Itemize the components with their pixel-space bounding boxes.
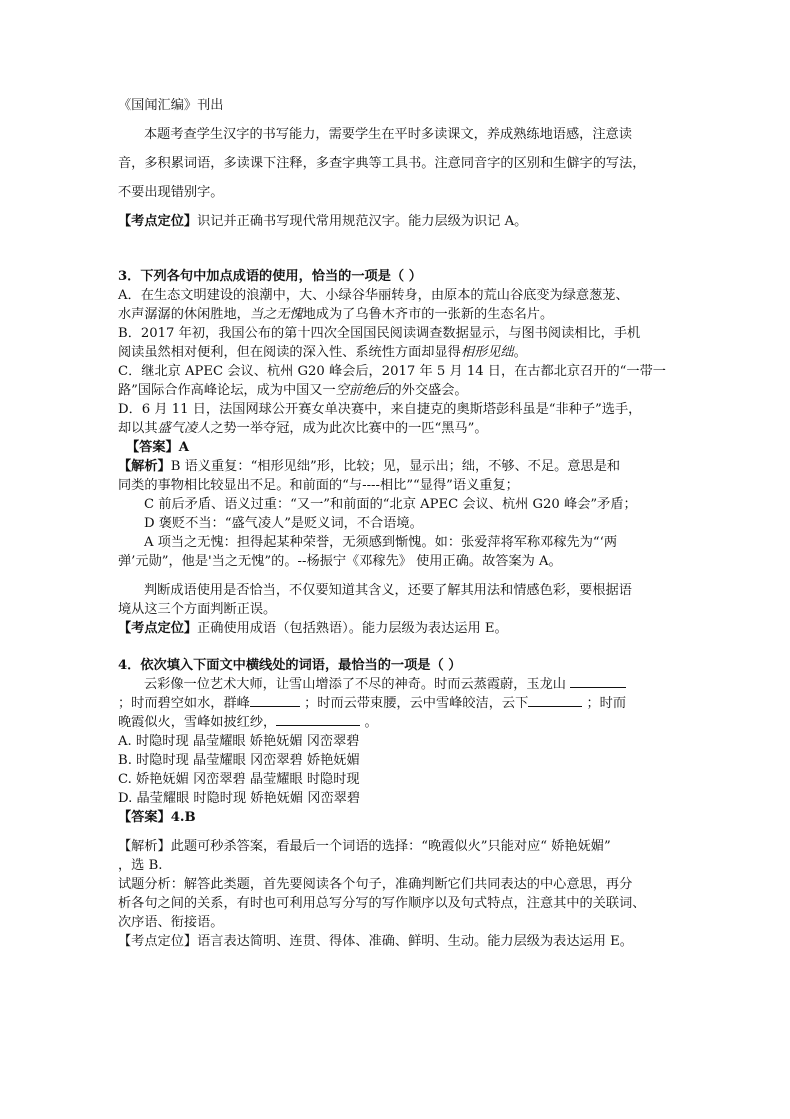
option-text: 阅读虽然相对便利，但在阅读的深入性、系统性方面却显得: [118, 345, 461, 360]
answer-tag: 【答案】: [126, 440, 179, 455]
option-text: 却以其: [118, 421, 158, 436]
answer-value: 4.B: [170, 810, 196, 825]
fill-blank: [570, 675, 626, 688]
answer-value: A: [178, 440, 189, 455]
option-b-line: [118, 343, 678, 362]
passage-line: [118, 675, 678, 694]
analysis-text: B 语义重复：“相形见绌”形，比较；见，显示出；绌，不够、不足。意思是和: [170, 459, 621, 474]
analysis-line: C 前后矛盾、语义过重：“又一”和前面的“北京 APEC 会议、杭州 G20 峰会”矛盾；: [144, 497, 637, 512]
kaodian-line: [118, 932, 678, 951]
analysis-line: [118, 457, 678, 476]
answer-line: [118, 438, 678, 457]
analysis-tag: 【解析】: [118, 459, 171, 474]
dotted-idiom: 空前绝后: [335, 383, 389, 398]
explanation-line: 本题考查学生汉字的书写能力，需要学生在平时多读课文，养成熟练地语感，注意读: [144, 127, 632, 142]
passage-line: [118, 694, 678, 713]
fill-blank: [250, 694, 300, 707]
answer-line: [118, 808, 678, 827]
option-b-line: B. 时隐时现 晶莹耀眼 冈峦翠碧 娇艳妩媚: [118, 753, 360, 768]
passage-line: [118, 713, 678, 732]
option-c-line: [118, 381, 678, 400]
analysis-line: A 项当之无愧：担得起某种荣誉，无须感到惭愧。如：张爱萍将军称邓稼先为“‘两: [144, 535, 618, 550]
option-a-line: A．在生态文明建设的浪潮中，大、小绿谷华丽转身，由原本的荒山谷底变为绿意葱茏、: [118, 288, 629, 303]
analysis-line: 同类的事物相比较显出不足。和前面的“与----相比”“显得”语义重复；: [118, 478, 519, 493]
analysis-tag: 【解析】: [118, 839, 171, 854]
note-line: 境从这三个方面判断正误。: [118, 602, 277, 617]
question-4-title: 4．依次填入下面文中横线处的词语，最恰当的一项是（ ）: [118, 658, 462, 673]
kaodian-tag: 【考点定位】: [118, 934, 198, 949]
analysis-line: 试题分析：解答此类题，首先要阅读各个句子，准确判断它们共同表达的中心意思，再分: [118, 877, 633, 892]
option-a-line: A. 时隐时现 晶莹耀眼 娇艳妩媚 冈峦翠碧: [118, 734, 360, 749]
kaodian-tag: 【考点定位】: [118, 621, 198, 636]
passage-text: ；时而碧空如水，群峰: [118, 696, 250, 711]
analysis-line: D 褒贬不当：“盛气凌人”是贬义词，不合语境。: [144, 516, 423, 531]
analysis-line: 次序语、衔接语。: [118, 915, 224, 930]
passage-text: 晚霞似火，雪峰如披红纱，: [118, 715, 277, 730]
option-text: 的外交盛会。: [388, 383, 468, 398]
option-d-line: D．6 月 11 日，法国网球公开赛女单决赛中，来自捷克的奥斯塔彭科虽是“非种子”选手，: [118, 402, 642, 417]
option-text: 水声潺潺的休闲胜地，: [118, 307, 250, 322]
analysis-line: 析各句之间的关系，有时也可利用总写分写的写作顺序以及句式特点，注意其中的关联词、: [118, 896, 646, 911]
kaodian-tag: 【考点定位】: [118, 214, 198, 229]
question-3-title: 3．下列各句中加点成语的使用，恰当的一项是（ ）: [118, 269, 422, 284]
passage-text: ；时而云带束腰，云中雪峰皎洁，云下: [304, 696, 529, 711]
option-d-line: D. 晶莹耀眼 时隐时现 娇艳妩媚 冈峦翠碧: [118, 791, 361, 806]
analysis-line: ，选 B.: [118, 858, 163, 873]
option-text: 地成为了乌鲁木齐市的一张新的生态名片。: [302, 307, 554, 322]
dotted-idiom: 相形见绌: [460, 345, 514, 360]
option-d-line: [118, 419, 678, 438]
note-line: 判断成语使用是否恰当，不仅要知道其含义，还要了解其用法和情感色彩，要根据语: [144, 583, 632, 598]
analysis-line: 弹’元勋”，他是'当之无愧”的。--杨振宁《邓稼先》 使用正确。故答案为 A。: [118, 554, 562, 569]
dotted-idiom: 盛气凌人: [157, 421, 211, 436]
option-c-line: C．继北京 APEC 会议、杭州 G20 峰会后，2017 年 5 月 14 日，在古都北京召开的“一带一: [118, 364, 666, 379]
analysis-text: 此题可秒杀答案，看最后一个词语的选择：“晚霞似火”只能对应“ 娇艳妩媚”: [170, 839, 611, 854]
kaodian-text: 识记并正确书写现代常用规范汉字。能力层级为识记 A。: [197, 214, 528, 229]
passage-text: 。: [364, 715, 378, 730]
option-text: 。: [513, 345, 527, 360]
option-text: 之势一举夺冠，成为此次比赛中的一匹“黑马”。: [210, 421, 488, 436]
option-a-line: [118, 305, 678, 324]
explanation-line: 不要出现错别字。: [118, 185, 224, 200]
explanation-line: 音，多积累词语，多读课下注释，多查字典等工具书。注意同音字的区别和生僻字的写法，: [118, 156, 646, 171]
kaodian-text: 正确使用成语（包括熟语）。能力层级为表达运用 E。: [197, 621, 508, 636]
option-b-line: B．2017 年初，我国公布的第十四次全国国民阅读调查数据显示，与图书阅读相比，手机: [118, 326, 641, 341]
option-text: 路”国际合作高峰论坛，成为中国又一: [118, 383, 336, 398]
fill-blank: [276, 713, 360, 726]
option-c-line: C. 娇艳妩媚 冈峦翠碧 晶莹耀眼 时隐时现: [118, 772, 360, 787]
kaodian-text: 语言表达简明、连贯、得体、准确、鲜明、生动。能力层级为表达运用 E。: [197, 934, 633, 949]
fill-blank: [528, 694, 582, 707]
analysis-line: [118, 837, 678, 856]
source-line: 《国闻汇编》刊出: [118, 98, 224, 113]
passage-text: ；时而: [586, 696, 627, 711]
answer-tag: 【答案】: [118, 810, 171, 825]
kaodian-line: [118, 212, 678, 231]
document-page: [118, 96, 678, 951]
dotted-idiom: 当之无愧: [249, 307, 303, 322]
passage-text: 云彩像一位艺术大师，让雪山增添了不尽的神奇。时而云蒸霞蔚，玉龙山: [144, 677, 566, 692]
kaodian-line: [118, 619, 678, 638]
